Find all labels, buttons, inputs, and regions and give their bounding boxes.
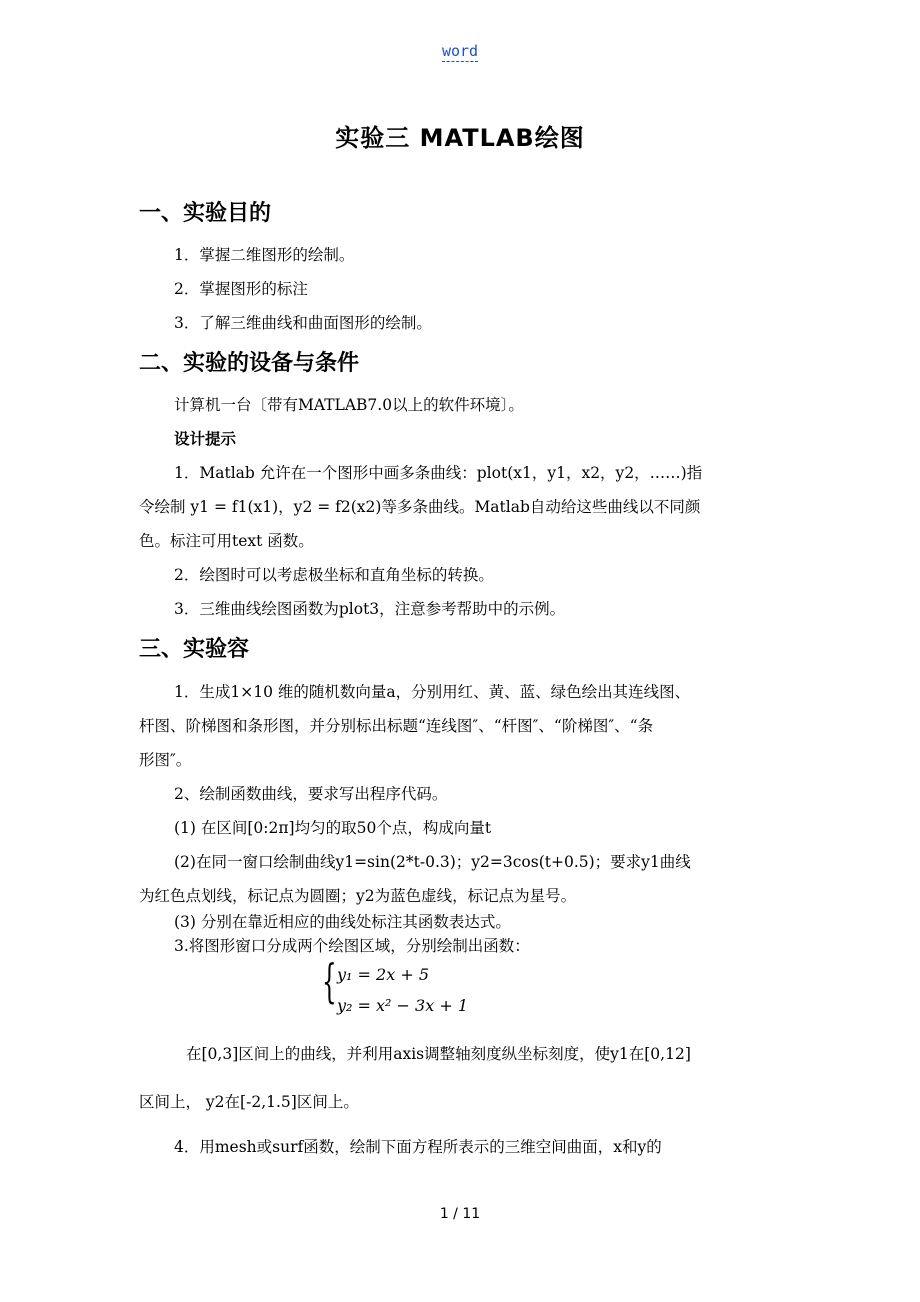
task2-text: 2、绘制函数曲线，要求写出程序代码。 <box>174 785 448 803</box>
task2-item1: (1) 在区间[0:2π]均匀的取50个点，构成向量t <box>174 819 492 837</box>
task2-item3: (3) 分别在靠近相应的曲线处标注其函数表达式。 <box>174 913 511 931</box>
hint3-text: 3．三维曲线绘图函数为plot3，注意参考帮助中的示例。 <box>174 600 566 618</box>
objective-item-3: 3．了解三维曲线和曲面图形的绘制。 <box>174 314 432 332</box>
equation-1: y₁ = 2x + 5 <box>337 965 429 984</box>
section2-heading: 二、实验的设备与条件 <box>139 351 360 376</box>
task1-line2: 杆图、阶梯图和条形图，并分别标出标题“连线图″、“杆图″、“阶梯图″、“条 <box>139 717 654 735</box>
task1-line3: 形图″。 <box>139 751 192 769</box>
header <box>0 42 920 60</box>
hint-title: 设计提示 <box>174 430 237 448</box>
page-number: 1 / 11 <box>439 1206 481 1222</box>
task2-item2-line1: (2)在同一窗口绘制曲线y1=sin(2*t-0.3)；y2=3cos(t+0.5)；要求y1曲线 <box>174 853 691 871</box>
task3-text: 3.将图形窗口分成两个绘图区域，分别绘制出函数： <box>174 937 530 955</box>
section1-heading: 一、实验目的 <box>139 201 272 226</box>
hint1-line1: 1．Matlab 允许在一个图形中画多条曲线：plot(x1，y1，x2，y2，……)指 <box>174 464 703 482</box>
task3-desc-line2: 区间上， y2在[-2,1.5]区间上。 <box>139 1093 359 1111</box>
environment-text: 计算机一台〔带有MATLAB7.0以上的软件环境〕。 <box>174 396 524 414</box>
hint2-text: 2．绘图时可以考虑极坐标和直角坐标的转换。 <box>174 566 494 584</box>
objective-item-1: 1．掌握二维图形的绘制。 <box>174 246 355 264</box>
hint1-line3: 色。标注可用text 函数。 <box>139 532 314 550</box>
task3-desc-line1: 在[0,3]区间上的曲线，并利用axis调整轴刻度纵坐标刻度，使y1在[0,12] <box>186 1045 691 1063</box>
page-title: 实验三 MATLAB绘图 <box>335 124 585 152</box>
section3-heading: 三、实验容 <box>139 637 250 662</box>
task4-text: 4．用mesh或surf函数，绘制下面方程所表示的三维空间曲面，x和y的 <box>174 1138 662 1156</box>
task2-item2-line2: 为红色点划线，标记点为圆圈；y2为蓝色虚线，标记点为星号。 <box>139 887 577 905</box>
task1-line1: 1．生成1×10 维的随机数向量a，分别用红、黄、蓝、绿色绘出其连线图、 <box>174 683 691 701</box>
equation-2: y₂ = x² − 3x + 1 <box>337 996 469 1015</box>
hint1-line2: 令绘制 y1 = f1(x1)，y2 = f2(x2)等多条曲线。Matlab自动给这些曲线以不同颜 <box>139 498 701 516</box>
word-link[interactable]: word <box>441 42 479 60</box>
equation-brace: { <box>322 954 337 1008</box>
objective-item-2: 2．掌握图形的标注 <box>174 280 308 298</box>
